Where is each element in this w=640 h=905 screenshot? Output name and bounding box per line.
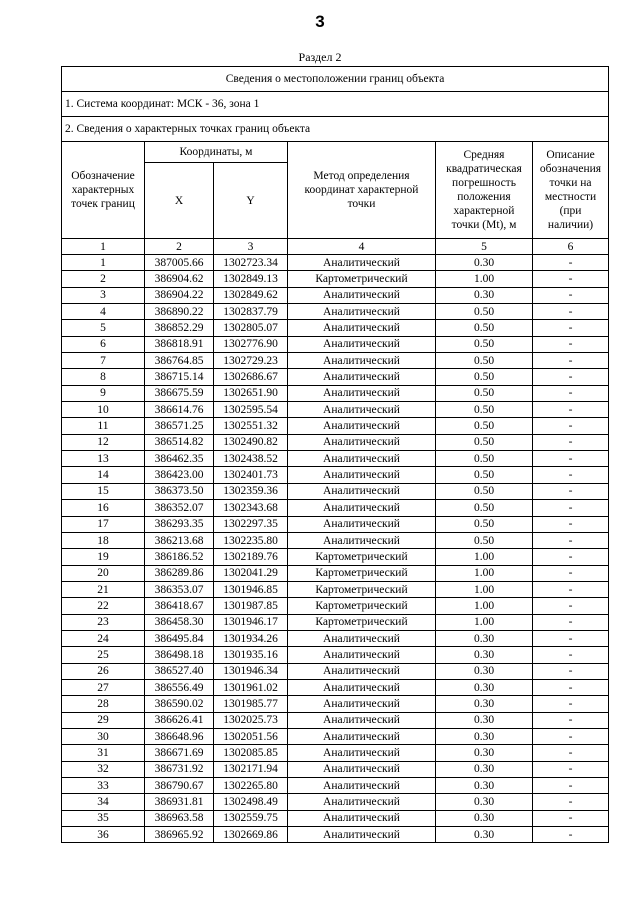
header-point: Обозначение характерных точек границ — [62, 142, 145, 239]
method: Аналитический — [288, 418, 436, 434]
method: Картометрический — [288, 598, 436, 614]
point-description: - — [533, 549, 609, 565]
table-row — [62, 369, 609, 385]
coordinate-y: 1301935.16 — [214, 647, 288, 663]
point-number: 1 — [62, 255, 145, 271]
accuracy: 0.50 — [436, 516, 533, 532]
point-description: - — [533, 581, 609, 597]
coordinate-y: 1302559.75 — [214, 810, 288, 826]
accuracy: 0.30 — [436, 827, 533, 843]
accuracy: 0.50 — [436, 385, 533, 401]
accuracy: 0.50 — [436, 369, 533, 385]
method: Аналитический — [288, 794, 436, 810]
accuracy: 0.50 — [436, 434, 533, 450]
coordinate-y: 1302837.79 — [214, 304, 288, 320]
method: Аналитический — [288, 287, 436, 303]
accuracy: 0.30 — [436, 810, 533, 826]
method: Аналитический — [288, 451, 436, 467]
method: Аналитический — [288, 402, 436, 418]
point-number: 30 — [62, 728, 145, 744]
coordinate-y: 1302297.35 — [214, 516, 288, 532]
coordinate-x: 386904.22 — [145, 287, 214, 303]
point-number: 34 — [62, 794, 145, 810]
table-row — [62, 402, 609, 418]
coordinate-x: 386818.91 — [145, 336, 214, 352]
point-number: 26 — [62, 663, 145, 679]
accuracy: 0.30 — [436, 728, 533, 744]
coordinate-y: 1301946.34 — [214, 663, 288, 679]
coordinate-y: 1302401.73 — [214, 467, 288, 483]
point-description: - — [533, 614, 609, 630]
table-row — [62, 598, 609, 614]
method: Аналитический — [288, 434, 436, 450]
method: Картометрический — [288, 581, 436, 597]
table-row — [62, 565, 609, 581]
accuracy: 0.50 — [436, 418, 533, 434]
table-row — [62, 516, 609, 532]
method: Аналитический — [288, 712, 436, 728]
point-description: - — [533, 336, 609, 352]
point-description: - — [533, 598, 609, 614]
column-number: 5 — [436, 239, 533, 255]
accuracy: 1.00 — [436, 271, 533, 287]
coordinate-y: 1302849.62 — [214, 287, 288, 303]
point-number: 10 — [62, 402, 145, 418]
method: Аналитический — [288, 483, 436, 499]
method: Картометрический — [288, 565, 436, 581]
coordinate-x: 386931.81 — [145, 794, 214, 810]
point-description: - — [533, 794, 609, 810]
coordinate-y: 1302595.54 — [214, 402, 288, 418]
point-number: 21 — [62, 581, 145, 597]
accuracy: 1.00 — [436, 614, 533, 630]
accuracy: 0.30 — [436, 712, 533, 728]
table-row — [62, 255, 609, 271]
coordinate-x: 386186.52 — [145, 549, 214, 565]
table-title: Сведения о местоположении границ объекта — [62, 67, 609, 92]
coordinate-y: 1302438.52 — [214, 451, 288, 467]
table-row — [62, 467, 609, 483]
table-row — [62, 500, 609, 516]
accuracy: 1.00 — [436, 549, 533, 565]
coordinate-y: 1302729.23 — [214, 353, 288, 369]
coordinate-y: 1302189.76 — [214, 549, 288, 565]
coordinate-x: 387005.66 — [145, 255, 214, 271]
point-description: - — [533, 761, 609, 777]
point-description: - — [533, 369, 609, 385]
coordinate-x: 386790.67 — [145, 778, 214, 794]
method: Аналитический — [288, 336, 436, 352]
column-number: 3 — [214, 239, 288, 255]
coordinate-x: 386213.68 — [145, 532, 214, 548]
coordinate-y: 1302051.56 — [214, 728, 288, 744]
coordinate-y: 1302551.32 — [214, 418, 288, 434]
coordinate-y: 1302085.85 — [214, 745, 288, 761]
point-description: - — [533, 630, 609, 646]
coordinate-x: 386571.25 — [145, 418, 214, 434]
method: Картометрический — [288, 271, 436, 287]
point-description: - — [533, 745, 609, 761]
method: Аналитический — [288, 778, 436, 794]
accuracy: 0.30 — [436, 287, 533, 303]
coordinate-x: 386963.58 — [145, 810, 214, 826]
accuracy: 1.00 — [436, 581, 533, 597]
point-number: 20 — [62, 565, 145, 581]
coordinate-y: 1302025.73 — [214, 712, 288, 728]
method: Аналитический — [288, 500, 436, 516]
method: Картометрический — [288, 549, 436, 565]
point-number: 4 — [62, 304, 145, 320]
table-row — [62, 353, 609, 369]
point-description: - — [533, 353, 609, 369]
point-description: - — [533, 696, 609, 712]
coordinate-y: 1302265.80 — [214, 778, 288, 794]
header-method: Метод определения координат характерной точки — [288, 142, 436, 239]
accuracy: 0.50 — [436, 483, 533, 499]
coordinate-x: 386418.67 — [145, 598, 214, 614]
point-description: - — [533, 728, 609, 744]
point-description: - — [533, 385, 609, 401]
table-body — [62, 255, 609, 843]
point-description: - — [533, 434, 609, 450]
method: Аналитический — [288, 304, 436, 320]
point-number: 31 — [62, 745, 145, 761]
coordinate-x: 386352.07 — [145, 500, 214, 516]
coordinate-y: 1301985.77 — [214, 696, 288, 712]
table-row — [62, 728, 609, 744]
accuracy: 0.30 — [436, 647, 533, 663]
method: Аналитический — [288, 696, 436, 712]
coordinate-x: 386514.82 — [145, 434, 214, 450]
point-number: 22 — [62, 598, 145, 614]
coordinate-x: 386293.35 — [145, 516, 214, 532]
table-row — [62, 663, 609, 679]
table-row — [62, 647, 609, 663]
table-row — [62, 827, 609, 843]
accuracy: 0.50 — [436, 532, 533, 548]
coordinate-x: 386764.85 — [145, 353, 214, 369]
coordinate-y: 1302651.90 — [214, 385, 288, 401]
coordinate-y: 1302343.68 — [214, 500, 288, 516]
point-number: 23 — [62, 614, 145, 630]
column-number: 1 — [62, 239, 145, 255]
coordinate-system: 1. Система координат: МСК - 36, зона 1 — [62, 92, 609, 117]
method: Аналитический — [288, 679, 436, 695]
table-row — [62, 320, 609, 336]
point-number: 35 — [62, 810, 145, 826]
table-row — [62, 271, 609, 287]
coordinate-x: 386353.07 — [145, 581, 214, 597]
table-row — [62, 287, 609, 303]
accuracy: 0.30 — [436, 794, 533, 810]
point-description: - — [533, 467, 609, 483]
method: Аналитический — [288, 761, 436, 777]
coordinate-x: 386614.76 — [145, 402, 214, 418]
accuracy: 0.30 — [436, 663, 533, 679]
point-number: 16 — [62, 500, 145, 516]
coordinate-x: 386423.00 — [145, 467, 214, 483]
coordinate-x: 386556.49 — [145, 679, 214, 695]
method: Аналитический — [288, 320, 436, 336]
point-description: - — [533, 500, 609, 516]
header-x: X — [145, 163, 214, 239]
table-row — [62, 304, 609, 320]
coordinate-y: 1302805.07 — [214, 320, 288, 336]
coordinate-x: 386852.29 — [145, 320, 214, 336]
section-label: Раздел 2 — [298, 50, 342, 64]
table-row — [62, 745, 609, 761]
point-number: 18 — [62, 532, 145, 548]
point-number: 11 — [62, 418, 145, 434]
header-description: Описание обозначения точки на местности (при наличии) — [533, 142, 609, 239]
table-row — [62, 712, 609, 728]
point-number: 13 — [62, 451, 145, 467]
method: Аналитический — [288, 728, 436, 744]
header-error: Средняя квадратическая погрешность положения характерной точки (Mt), м — [436, 142, 533, 239]
coordinate-y: 1301946.85 — [214, 581, 288, 597]
coordinate-y: 1301946.17 — [214, 614, 288, 630]
point-description: - — [533, 778, 609, 794]
coordinate-x: 386671.69 — [145, 745, 214, 761]
coordinate-y: 1302041.29 — [214, 565, 288, 581]
coordinate-x: 386648.96 — [145, 728, 214, 744]
point-number: 28 — [62, 696, 145, 712]
method: Аналитический — [288, 647, 436, 663]
accuracy: 0.50 — [436, 500, 533, 516]
coordinate-x: 386965.92 — [145, 827, 214, 843]
coordinate-x: 386590.02 — [145, 696, 214, 712]
point-description: - — [533, 304, 609, 320]
point-description: - — [533, 451, 609, 467]
method: Аналитический — [288, 663, 436, 679]
point-description: - — [533, 483, 609, 499]
accuracy: 1.00 — [436, 598, 533, 614]
point-number: 14 — [62, 467, 145, 483]
point-description: - — [533, 418, 609, 434]
coordinate-x: 386715.14 — [145, 369, 214, 385]
method: Аналитический — [288, 353, 436, 369]
header-coordinates: Координаты, м — [145, 142, 288, 163]
accuracy: 0.30 — [436, 696, 533, 712]
coordinate-y: 1302498.49 — [214, 794, 288, 810]
point-number: 25 — [62, 647, 145, 663]
accuracy: 0.50 — [436, 467, 533, 483]
table-row — [62, 696, 609, 712]
method: Аналитический — [288, 255, 436, 271]
table-row — [62, 483, 609, 499]
table-row — [62, 614, 609, 630]
accuracy: 0.30 — [436, 778, 533, 794]
accuracy: 0.30 — [436, 255, 533, 271]
method: Аналитический — [288, 630, 436, 646]
point-number: 29 — [62, 712, 145, 728]
coordinate-y: 1302171.94 — [214, 761, 288, 777]
coordinate-x: 386890.22 — [145, 304, 214, 320]
column-number: 2 — [145, 239, 214, 255]
table-row — [62, 778, 609, 794]
point-number: 27 — [62, 679, 145, 695]
table-row — [62, 549, 609, 565]
point-description: - — [533, 402, 609, 418]
accuracy: 0.50 — [436, 451, 533, 467]
point-number: 17 — [62, 516, 145, 532]
table-row — [62, 434, 609, 450]
method: Аналитический — [288, 745, 436, 761]
column-number-row — [62, 239, 609, 255]
point-number: 33 — [62, 778, 145, 794]
coordinate-y: 1302490.82 — [214, 434, 288, 450]
table-row — [62, 336, 609, 352]
coordinate-x: 386626.41 — [145, 712, 214, 728]
table-row — [62, 630, 609, 646]
table-row — [62, 761, 609, 777]
point-description: - — [533, 532, 609, 548]
point-description: - — [533, 516, 609, 532]
coordinate-x: 386462.35 — [145, 451, 214, 467]
point-number: 2 — [62, 271, 145, 287]
boundary-points-table — [61, 66, 609, 843]
point-description: - — [533, 565, 609, 581]
header-y: Y — [214, 163, 288, 239]
point-description: - — [533, 287, 609, 303]
coordinate-y: 1301961.02 — [214, 679, 288, 695]
coordinate-x: 386498.18 — [145, 647, 214, 663]
point-description: - — [533, 271, 609, 287]
method: Аналитический — [288, 467, 436, 483]
coordinate-y: 1302669.86 — [214, 827, 288, 843]
accuracy: 0.50 — [436, 320, 533, 336]
point-description: - — [533, 647, 609, 663]
coordinate-x: 386527.40 — [145, 663, 214, 679]
point-number: 6 — [62, 336, 145, 352]
point-description: - — [533, 827, 609, 843]
point-description: - — [533, 679, 609, 695]
coordinate-x: 386904.62 — [145, 271, 214, 287]
accuracy: 0.50 — [436, 336, 533, 352]
coordinate-y: 1302723.34 — [214, 255, 288, 271]
coordinate-x: 386289.86 — [145, 565, 214, 581]
table-row — [62, 679, 609, 695]
point-number: 7 — [62, 353, 145, 369]
method: Аналитический — [288, 810, 436, 826]
coordinate-x: 386373.50 — [145, 483, 214, 499]
accuracy: 0.30 — [436, 761, 533, 777]
point-number: 12 — [62, 434, 145, 450]
accuracy: 0.50 — [436, 304, 533, 320]
table-row — [62, 451, 609, 467]
coordinate-y: 1302686.67 — [214, 369, 288, 385]
coordinate-y: 1302235.80 — [214, 532, 288, 548]
accuracy: 0.30 — [436, 630, 533, 646]
method: Аналитический — [288, 369, 436, 385]
table-row — [62, 418, 609, 434]
table-row — [62, 532, 609, 548]
point-number: 5 — [62, 320, 145, 336]
table-row — [62, 581, 609, 597]
method: Аналитический — [288, 532, 436, 548]
points-heading: 2. Сведения о характерных точках границ объекта — [62, 117, 609, 142]
table-row — [62, 810, 609, 826]
point-description: - — [533, 320, 609, 336]
accuracy: 0.50 — [436, 353, 533, 369]
accuracy: 0.30 — [436, 679, 533, 695]
method: Аналитический — [288, 385, 436, 401]
point-description: - — [533, 663, 609, 679]
coordinate-x: 386675.59 — [145, 385, 214, 401]
point-number: 8 — [62, 369, 145, 385]
page-number: 3 — [315, 12, 325, 31]
method: Аналитический — [288, 516, 436, 532]
column-number: 4 — [288, 239, 436, 255]
point-number: 19 — [62, 549, 145, 565]
coordinate-y: 1302849.13 — [214, 271, 288, 287]
accuracy: 0.30 — [436, 745, 533, 761]
point-description: - — [533, 810, 609, 826]
method: Картометрический — [288, 614, 436, 630]
point-number: 32 — [62, 761, 145, 777]
coordinate-y: 1302359.36 — [214, 483, 288, 499]
table-row — [62, 794, 609, 810]
point-description: - — [533, 255, 609, 271]
accuracy: 1.00 — [436, 565, 533, 581]
coordinate-x: 386731.92 — [145, 761, 214, 777]
point-number: 36 — [62, 827, 145, 843]
point-number: 24 — [62, 630, 145, 646]
method: Аналитический — [288, 827, 436, 843]
coordinate-x: 386458.30 — [145, 614, 214, 630]
table-row — [62, 385, 609, 401]
column-number: 6 — [533, 239, 609, 255]
accuracy: 0.50 — [436, 402, 533, 418]
point-number: 9 — [62, 385, 145, 401]
coordinate-y: 1301987.85 — [214, 598, 288, 614]
coordinate-y: 1302776.90 — [214, 336, 288, 352]
point-number: 15 — [62, 483, 145, 499]
coordinate-x: 386495.84 — [145, 630, 214, 646]
coordinate-y: 1301934.26 — [214, 630, 288, 646]
point-description: - — [533, 712, 609, 728]
point-number: 3 — [62, 287, 145, 303]
